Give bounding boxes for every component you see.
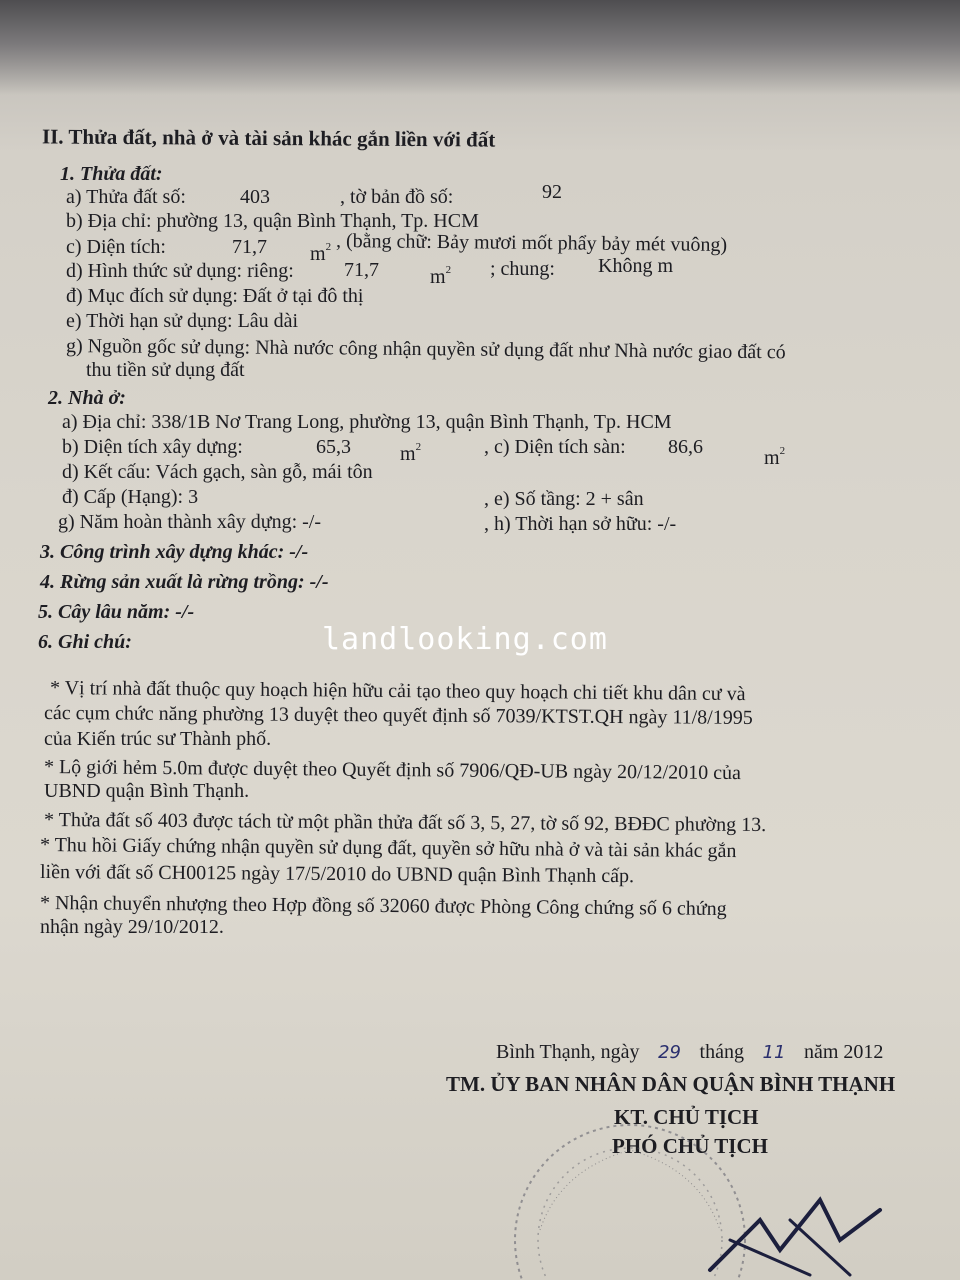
land-area-words: , (bằng chữ: Bảy mươi mốt phẩy bảy mét vuông) <box>335 229 728 257</box>
house-floor-area-unit: $m^2$ <box>764 445 786 469</box>
note-line: * Nhận chuyển nhượng theo Hợp đồng số 32060 được Phòng Công chứng số 6 chứng <box>39 892 727 920</box>
watermark: landlooking.com <box>322 622 608 657</box>
note-line: liền với đất số CH00125 ngày 17/5/2010 do UBND quận Bình Thạnh cấp. <box>39 861 635 888</box>
usage-shared-label: ; chung: <box>490 258 555 280</box>
note-line: * Lộ giới hẻm 5.0m được duyệt theo Quyết định số 7906/QĐ-UB ngày 20/12/2010 của <box>43 756 741 785</box>
house-completion-year: g) Năm hoàn thành xây dựng: -/- <box>58 511 321 533</box>
land-number-value: 403 <box>240 186 270 208</box>
land-number-label: a) Thửa đất số: <box>66 186 186 208</box>
house-floor-area-label: , c) Diện tích sàn: <box>484 436 626 458</box>
map-sheet-value: 92 <box>542 181 562 203</box>
planted-forest: 4. Rừng sản xuất là rừng trồng: -/- <box>40 571 329 593</box>
usage-term: e) Thời hạn sử dụng: Lâu dài <box>66 310 299 332</box>
usage-private-value: 71,7 <box>344 259 379 281</box>
land-heading: 1. Thửa đất: <box>60 163 163 185</box>
usage-shared-value: Không m <box>598 255 673 277</box>
issuing-org: TM. ỦY BAN NHÂN DÂN QUẬN BÌNH THẠNH <box>446 1072 896 1096</box>
house-floors: , e) Số tầng: 2 + sân <box>484 488 644 510</box>
signing-date: Bình Thạnh, ngày 29 tháng 11 năm 2012 <box>496 1041 884 1063</box>
house-ownership-term: , h) Thời hạn sở hữu: -/- <box>484 513 677 535</box>
usage-origin: g) Nguồn gốc sử dụng: Nhà nước công nhận quyền sử dụng đất như Nhà nước giao đất có <box>65 335 786 364</box>
signer-role-2: PHÓ CHỦ TỊCH <box>612 1134 768 1158</box>
house-address: a) Địa chỉ: 338/1B Nơ Trang Long, phường 13, quận Bình Thạnh, Tp. HCM <box>62 411 672 433</box>
note-line: các cụm chức năng phường 13 duyệt theo quyết định số 7039/KTST.QH ngày 11/8/1995 <box>43 702 753 729</box>
notes-heading: 6. Ghi chú: <box>38 631 132 653</box>
house-build-area-unit: $m^2$ <box>400 441 422 465</box>
house-build-area-value: 65,3 <box>316 436 351 458</box>
house-heading: 2. Nhà ở: <box>48 387 126 409</box>
land-address: b) Địa chỉ: phường 13, quận Bình Thạnh, Tp. HCM <box>66 210 479 232</box>
usage-form-label: d) Hình thức sử dụng: riêng: <box>66 260 294 282</box>
note-line: * Thu hồi Giấy chứng nhận quyền sử dụng đất, quyền sở hữu nhà ở và tài sản khác gắn <box>39 834 737 863</box>
perennial-trees: 5. Cây lâu năm: -/- <box>38 601 195 623</box>
land-area-label: c) Diện tích: <box>66 236 166 258</box>
land-area-value: 71,7 <box>232 236 267 258</box>
house-floor-area-value: 86,6 <box>668 436 703 458</box>
land-area-unit: $m^2$ <box>310 241 332 265</box>
note-line: UBND quận Bình Thạnh. <box>44 780 250 802</box>
section-title: II. Thửa đất, nhà ở và tài sản khác gắn liền với đất <box>41 124 496 152</box>
other-construction: 3. Công trình xây dựng khác: -/- <box>40 541 309 563</box>
house-grade: đ) Cấp (Hạng): 3 <box>62 486 199 508</box>
signer-role-1: KT. CHỦ TỊCH <box>614 1105 759 1129</box>
note-line: * Vị trí nhà đất thuộc quy hoạch hiện hữu cải tạo theo quy hoạch chi tiết khu dân cư và <box>49 677 746 706</box>
map-sheet-label: , tờ bản đồ số: <box>340 186 454 208</box>
note-line: nhận ngày 29/10/2012. <box>40 916 224 938</box>
usage-private-unit: $m^2$ <box>430 264 452 288</box>
signature-icon <box>700 1180 940 1280</box>
usage-purpose: đ) Mục đích sử dụng: Đất ở tại đô thị <box>66 285 364 307</box>
usage-origin-cont: thu tiền sử dụng đất <box>86 359 245 381</box>
note-line: của Kiến trúc sư Thành phố. <box>44 728 272 750</box>
house-structure: d) Kết cấu: Vách gạch, sàn gỗ, mái tôn <box>62 461 373 483</box>
house-build-area-label: b) Diện tích xây dựng: <box>62 436 243 458</box>
page-shadow <box>0 0 960 95</box>
note-line: * Thửa đất số 403 được tách từ một phần thửa đất số 3, 5, 27, tờ số 92, BĐĐC phường 13. <box>43 809 767 837</box>
